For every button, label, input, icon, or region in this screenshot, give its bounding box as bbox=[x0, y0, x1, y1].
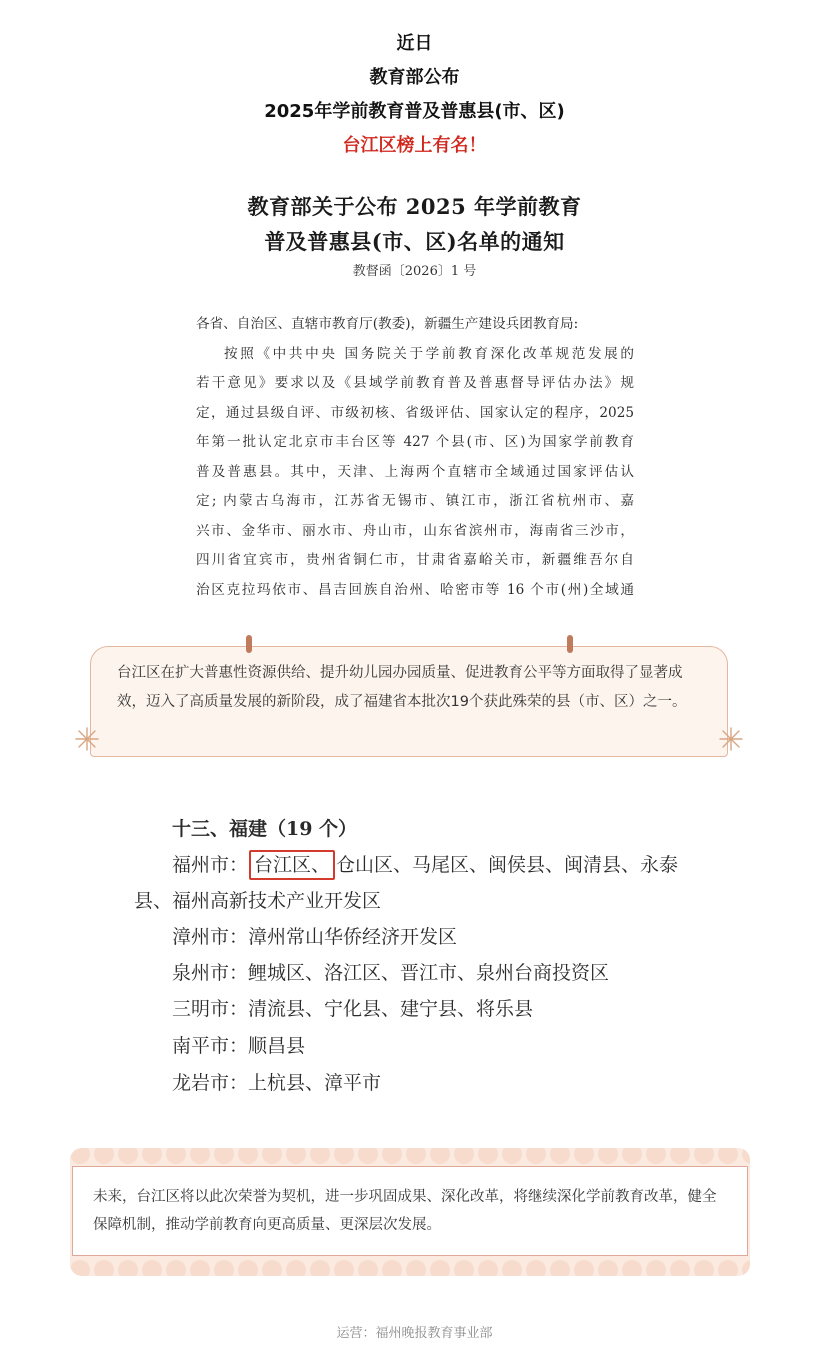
scallop-border bbox=[70, 1148, 750, 1168]
notice-body bbox=[196, 310, 634, 605]
longyan-row: 龙岩市：上杭县、漳平市 bbox=[172, 1072, 382, 1094]
headline-ministry: 教育部公布 bbox=[369, 67, 460, 88]
fuzhou-districts: 仓山区、马尾区、闽侯县、闽清县、永泰 bbox=[336, 854, 679, 876]
nanping-row: 南平市：顺昌县 bbox=[172, 1035, 306, 1057]
notice-line: 定; 内蒙古乌海市，江苏省无锡市、镇江市，浙江省杭州市、嘉 bbox=[196, 493, 634, 509]
closing-card bbox=[72, 1166, 748, 1256]
notice-doc-number: 教督函〔2026〕1 号 bbox=[352, 264, 477, 279]
sparkle-icon bbox=[718, 726, 744, 752]
zhangzhou-row: 漳州市：漳州常山华侨经济开发区 bbox=[172, 926, 458, 948]
pin-icon bbox=[246, 635, 252, 653]
scallop-border bbox=[70, 1256, 750, 1276]
notice-line: 各省、自治区、直辖市教育厅(教委)，新疆生产建设兵团教育局: bbox=[196, 316, 579, 332]
taijiang-highlight: 台江区、 bbox=[249, 850, 335, 880]
highlight-card bbox=[90, 646, 728, 757]
fujian-list-title: 十三、福建（19 个） bbox=[172, 818, 358, 840]
pin-icon bbox=[567, 635, 573, 653]
notice-line: 按照《中共中央 国务院关于学前教育深化改革规范发展的 bbox=[224, 345, 634, 362]
footer-credit: 运营：福州晚报教育事业部 bbox=[336, 1326, 493, 1341]
fuzhou-label: 福州市： bbox=[172, 854, 249, 876]
notice-line: 年第一批认定北京市丰台区等 427 个县(市、区)为国家学前教育 bbox=[196, 434, 634, 450]
fuzhou-row bbox=[172, 850, 678, 877]
notice-line: 兴市、金华市、丽水市、舟山市，山东省滨州市，海南省三沙市， bbox=[196, 522, 634, 539]
sparkle-icon bbox=[74, 726, 100, 752]
notice-line: 若干意见》要求以及《县域学前教育普及普惠督导评估办法》规 bbox=[196, 375, 634, 391]
headline-recent: 近日 bbox=[396, 33, 433, 54]
sanming-row: 三明市：清流县、宁化县、建宁县、将乐县 bbox=[172, 998, 534, 1020]
notice-line: 定，通过县级自评、市级初核、省级评估、国家认定的程序，2025 bbox=[196, 404, 634, 421]
notice-line: 普及普惠县。其中，天津、上海两个直辖市全域通过国家评估认 bbox=[196, 463, 634, 480]
quanzhou-row: 泉州市：鲤城区、洛江区、晋江市、泉州台商投资区 bbox=[172, 962, 610, 984]
fuzhou-row-cont: 县、福州高新技术产业开发区 bbox=[134, 890, 382, 912]
headline-topic: 2025年学前教育普及普惠县(市、区) bbox=[264, 101, 565, 122]
notice-line: 四川省宜宾市，贵州省铜仁市，甘肃省嘉峪关市，新疆维吾尔自 bbox=[196, 552, 634, 568]
notice-line: 治区克拉玛依市、昌吉回族自治州、哈密市等 16 个市(州)全域通 bbox=[196, 581, 634, 598]
notice-title-line1: 教育部关于公布 2025 年学前教育 bbox=[247, 194, 582, 219]
closing-card-text: 未来，台江区将以此次荣誉为契机，进一步巩固成果、深化改革，将继续深化学前教育改革，健全保障机制，推动学前教育向更高质量、更深层次发展。 bbox=[93, 1189, 717, 1233]
highlight-card-text: 台江区在扩大普惠性资源供给、提升幼儿园办园质量、促进教育公平等方面取得了显著成效，迈入了高质量发展的新阶段，成了福建省本批次19个获此殊荣的县（市、区）之一。 bbox=[117, 665, 687, 710]
notice-title-line2: 普及普惠县(市、区)名单的通知 bbox=[264, 229, 565, 254]
headline-taijiang: 台江区榜上有名！ bbox=[342, 135, 487, 156]
